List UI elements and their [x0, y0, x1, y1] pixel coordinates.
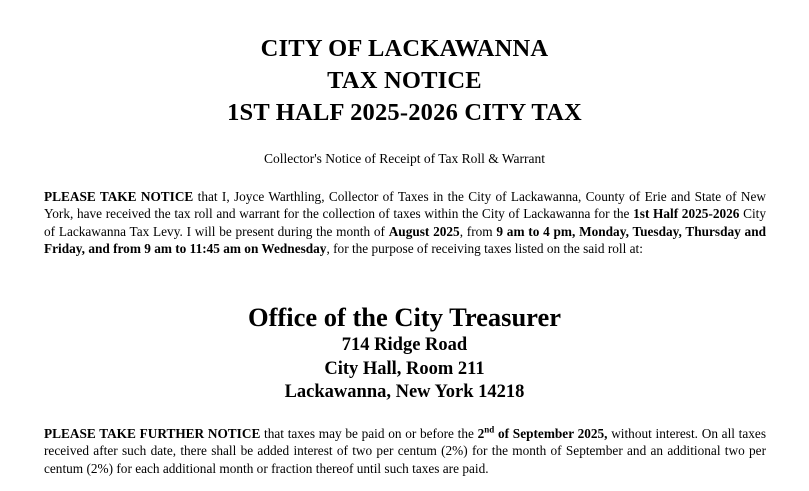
- further-text-1: that taxes may be paid on or before the: [260, 426, 478, 441]
- notice-lead: PLEASE TAKE NOTICE: [44, 189, 194, 204]
- notice-levy-period: 1st Half 2025-2026: [633, 206, 740, 222]
- notice-text-4: , for the purpose of receiving taxes listed on the said roll at:: [326, 241, 643, 257]
- notice-hours: 9 am to 4 pm, Monday, Tuesday, Thursday and Friday, and from 9 am to 11:45 am on Wednesday: [44, 223, 766, 257]
- office-address: [0, 334, 809, 405]
- notice-text-1: that I, Joyce Warthling, Collector of Taxes in the City of Lackawanna, County of Erie and State of New York, have received the tax roll and warrant for the collection of taxes within the City of Lackawanna for the: [44, 189, 766, 222]
- title-tax-notice: TAX NOTICE: [327, 67, 482, 94]
- title-city: CITY OF LACKAWANNA: [260, 35, 549, 62]
- address-street: 714 Ridge Road: [341, 335, 468, 355]
- notice-month: August 2025: [388, 223, 460, 239]
- further-text-2: without interest. On all taxes received after such date, there shall be added interest of two per centum (2%) for the month of September and an additional two per centum (2%) for each additional month or fraction thereof until such taxes are paid.: [44, 426, 766, 476]
- further-lead: PLEASE TAKE FURTHER NOTICE: [44, 426, 261, 441]
- due-date-day: 2: [477, 426, 485, 441]
- address-building: City Hall, Room 211: [324, 358, 485, 379]
- address-city: Lackawanna, New York 14218: [284, 382, 525, 402]
- notice-paragraph: [44, 188, 766, 258]
- notice-title: [0, 33, 809, 129]
- notice-subtitle: Collector's Notice of Receipt of Tax Roll & Warrant: [263, 151, 546, 166]
- notice-text-2: City of Lackawanna Tax Levy. I will be present during the month of: [44, 206, 767, 239]
- due-date: [478, 426, 608, 441]
- further-notice-paragraph: [44, 425, 766, 477]
- office-name: Office of the City Treasurer: [247, 302, 561, 332]
- notice-text-3: , from: [459, 223, 497, 239]
- due-date-suffix: nd: [484, 424, 495, 435]
- title-tax-period: 1ST HALF 2025-2026 CITY TAX: [227, 99, 582, 126]
- due-date-rest: of September 2025,: [494, 426, 608, 441]
